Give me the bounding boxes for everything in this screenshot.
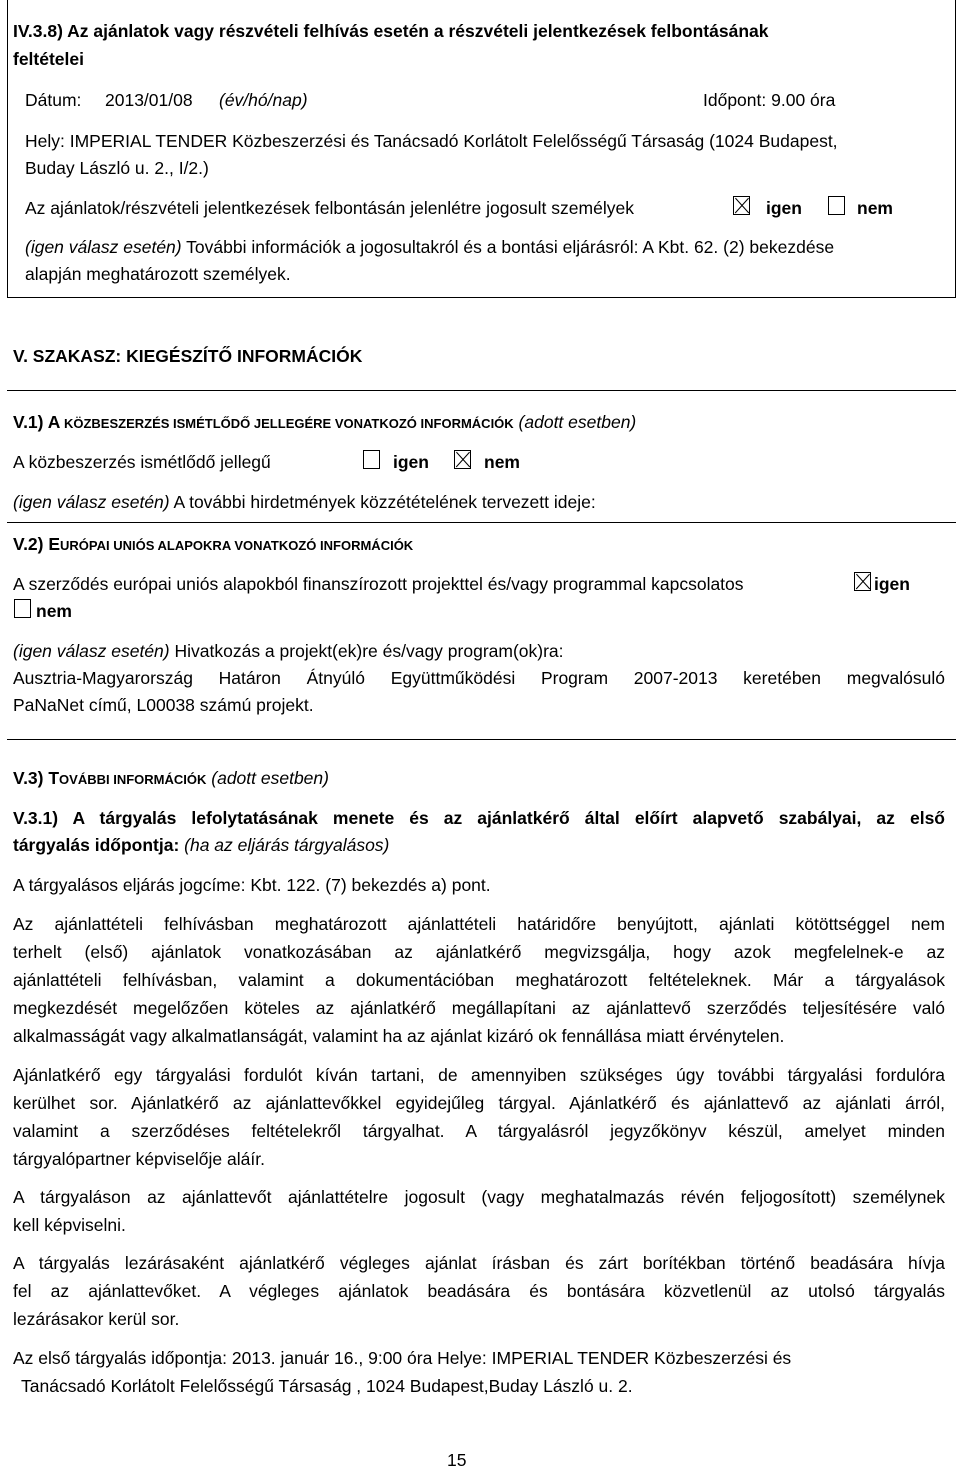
section-title-cont: feltételei xyxy=(13,49,84,69)
v1-heading: V.1) A KÖZBESZERZÉS ISMÉTLŐDŐ JELLEGÉRE VONATKOZÓ INFORMÁCIÓK (adott esetben) xyxy=(13,412,637,432)
v1-nem-label: nem xyxy=(484,452,520,472)
paragraph-line: megkezdését megelőzően köteles az ajánlatkérő megállapítani az ajánlattevő szerződés teljesítésére való xyxy=(13,998,945,1018)
checkbox-v2-igen[interactable] xyxy=(854,572,871,591)
paragraph-line: Az ajánlattételi felhívásban meghatározott ajánlattételi határidőre benyújtott, ajánlati kötöttséggel nem xyxy=(13,914,945,934)
paragraph-line: fel az ajánlattevőket. A végleges ajánlatok beadására és bontására közvetlenül az utolsó tárgyalás xyxy=(13,1281,945,1301)
date-format: (év/hó/nap) xyxy=(219,90,308,110)
paragraph-line: lezárásakor kerül sor. xyxy=(13,1309,180,1329)
paragraph-line: Az első tárgyalás időpontja: 2013. január 16., 9:00 óra Helye: IMPERIAL TENDER Közbeszerzési és xyxy=(13,1348,792,1368)
v2-heading: V.2) EURÓPAI UNIÓS ALAPOKRA VONATKOZÓ INFORMÁCIÓK xyxy=(13,534,414,554)
persons-nem-label: nem xyxy=(857,198,893,218)
v3-heading: V.3) TOVÁBBI INFORMÁCIÓK (adott esetben) xyxy=(13,768,329,788)
v2-project: Ausztria-Magyarország Határon Átnyúló Együttműködési Program 2007-2013 keretében megvalósuló xyxy=(13,668,945,688)
v31-heading-cont: tárgyalás időpontja: (ha az eljárás tárgyalásos) xyxy=(13,835,390,855)
v2-question: A szerződés európai uniós alapokból finanszírozott projekttel és/vagy programmal kapcsolatos xyxy=(13,574,744,594)
persons-igen-label: igen xyxy=(766,198,802,218)
persons-info-cont: alapján meghatározott személyek. xyxy=(25,264,291,284)
paragraph-line: A tárgyalás lezárásaként ajánlatkérő végleges ajánlat írásban és zárt borítékban történő beadására hívja xyxy=(13,1253,945,1273)
paragraph-line: alkalmasságát vagy alkalmatlanságát, valamint ha az ajánlat kizáró ok fennállása miatt érvénytelen. xyxy=(13,1026,785,1046)
v31-heading: V.3.1) A tárgyalás lefolytatásának menete és az ajánlatkérő által előírt alapvető szabályai, az első xyxy=(13,808,945,828)
checkbox-v2-nem[interactable] xyxy=(14,599,31,618)
checkbox-persons-igen[interactable] xyxy=(733,196,750,215)
time-value: Időpont: 9.00 óra xyxy=(703,90,836,110)
checkbox-persons-nem[interactable] xyxy=(828,196,845,215)
v1-question: A közbeszerzés ismétlődő jellegű xyxy=(13,452,271,472)
divider xyxy=(7,739,956,740)
place-line-cont: Buday László u. 2., I/2.) xyxy=(25,158,209,178)
v1-igen-label: igen xyxy=(393,452,429,472)
paragraph-line: kerülhet sor. Ajánlatkérő az ajánlattevőkkel egyidejűleg tárgyal. Ajánlatkérő és ajánlattevő az ajánlati árról, xyxy=(13,1093,945,1113)
v2-igen-label: igen xyxy=(874,574,910,594)
section-title: IV.3.8) Az ajánlatok vagy részvételi felhívás esetén a részvételi jelentkezések felbontásának xyxy=(13,21,769,41)
v1-info: (igen válasz esetén) A további hirdetmények közzétételének tervezett ideje: xyxy=(13,492,596,512)
legal-basis: A tárgyalásos eljárás jogcíme: Kbt. 122. (7) bekezdés a) pont. xyxy=(13,875,491,895)
paragraph-line: kell képviselni. xyxy=(13,1215,126,1235)
paragraph-line: Ajánlatkérő egy tárgyalási fordulót kíván tartani, de amennyiben szükséges úgy további tárgyalási fordulóra xyxy=(13,1065,945,1085)
paragraph-line: valamint a szerződéses feltételekről tárgyalhat. A tárgyalásról jegyzőkönyv készül, amelyet minden xyxy=(13,1121,945,1141)
paragraph-line: A tárgyaláson az ajánlattevőt ajánlattételre jogosult (vagy meghatalmazás révén feljogosított) személynek xyxy=(13,1187,945,1207)
section-heading: V. SZAKASZ: KIEGÉSZÍTŐ INFORMÁCIÓK xyxy=(13,346,363,366)
date-label: Dátum: xyxy=(25,90,82,110)
paragraph-line: ajánlattételi felhívásban, valamint a dokumentációban meghatározott feltételeknek. Már a tárgyalások xyxy=(13,970,945,990)
persons-info: (igen válasz esetén) További információk a jogosultakról és a bontási eljárásról: A Kbt. 62. (2) bekezdése xyxy=(25,237,835,257)
page-number: 15 xyxy=(447,1450,467,1470)
checkbox-v1-nem[interactable] xyxy=(454,450,471,469)
paragraph-line: Tanácsadó Korlátolt Felelősségű Társaság , 1024 Budapest,Buday László u. 2. xyxy=(21,1376,633,1396)
date-value: 2013/01/08 xyxy=(105,90,193,110)
v2-project-cont: PaNaNet című, L00038 számú projekt. xyxy=(13,695,314,715)
v2-nem-label: nem xyxy=(36,601,72,621)
checkbox-v1-igen[interactable] xyxy=(363,450,380,469)
divider xyxy=(7,522,956,523)
persons-question: Az ajánlatok/részvételi jelentkezések felbontásán jelenlétre jogosult személyek xyxy=(25,198,634,218)
paragraph-line: terhelt (első) ajánlatok vonatkozásában az ajánlatkérő megvizsgálja, hogy azok megfelelnek-e az xyxy=(13,942,945,962)
paragraph-line: tárgyalópartner képviselője aláír. xyxy=(13,1149,265,1169)
divider xyxy=(7,390,956,391)
v2-info: (igen válasz esetén) Hivatkozás a projekt(ek)re és/vagy program(ok)ra: xyxy=(13,641,564,661)
place-line: Hely: IMPERIAL TENDER Közbeszerzési és Tanácsadó Korlátolt Felelősségű Társaság (1024 Budapest, xyxy=(25,131,838,151)
